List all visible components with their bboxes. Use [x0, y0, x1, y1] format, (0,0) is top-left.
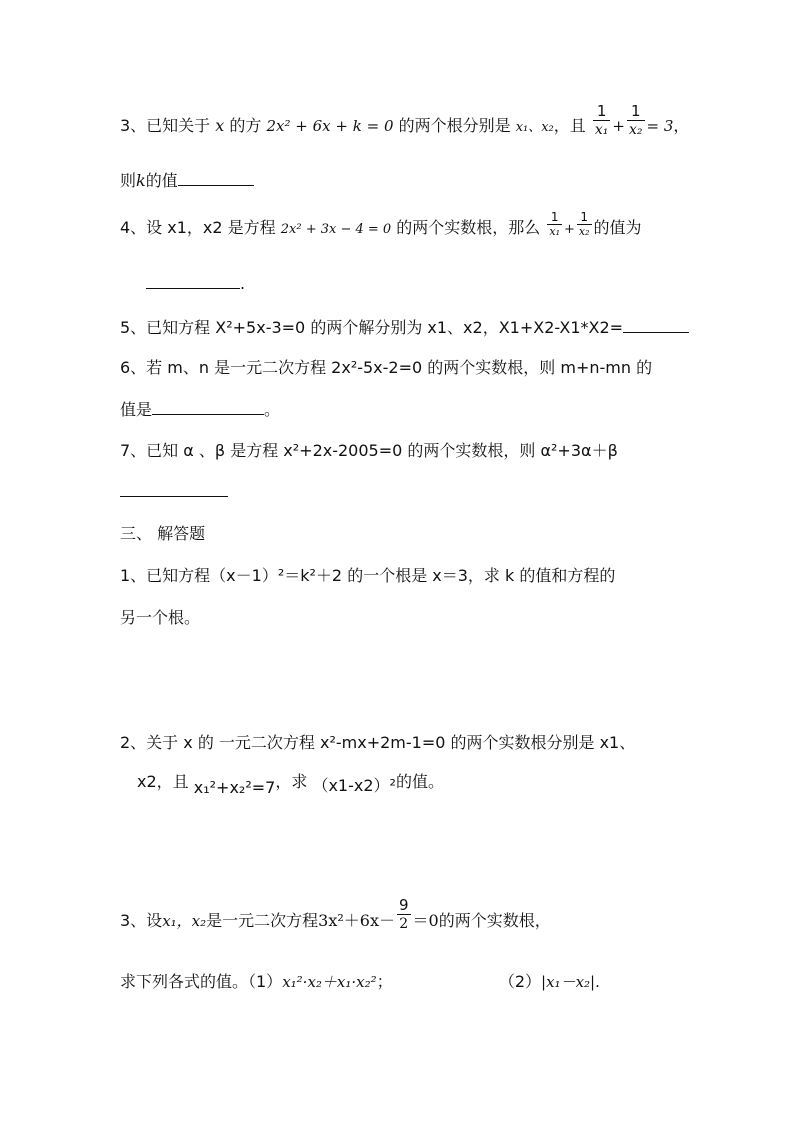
a2-condition: x₁²+x₂²=7 — [193, 778, 276, 797]
a2-expression: （x1-x2）² — [312, 776, 396, 795]
q4-prefix: 4、设 x1，x2 是方程 — [120, 218, 276, 237]
q3-frac2-den: x₂ — [628, 122, 643, 138]
q7-text: 7、已知 α 、β 是方程 x²+2x-2005=0 的两个实数根，则 α²+3α＋β — [120, 441, 618, 460]
a3-eq-right: ＝0 — [412, 911, 439, 930]
q6-line2 — [120, 400, 280, 420]
a2-line2 — [137, 772, 444, 797]
q3-and: ，且 — [553, 116, 586, 135]
q3-line2-prefix: 则 — [120, 171, 137, 190]
a1-line2-text: 另一个根。 — [120, 608, 201, 627]
q3-roots: x₁、x₂ — [515, 120, 554, 135]
q3-line1 — [120, 102, 690, 139]
q6-line1 — [120, 358, 652, 378]
q4-period: . — [240, 274, 246, 293]
q4-fraction-2 — [577, 210, 592, 239]
a3-semicolon: ； — [376, 972, 393, 991]
q5-answer-blank[interactable] — [623, 318, 689, 333]
a3-prefix: 3、设 — [120, 911, 163, 930]
q3-frac1-den: x₁ — [594, 122, 609, 138]
q4-answer-blank[interactable] — [146, 274, 240, 289]
q3-line2-suffix: 的值 — [145, 171, 178, 190]
q3-frac2-num: 1 — [630, 102, 641, 120]
a3-suffix: 的两个实数根， — [438, 911, 551, 930]
a3-line2-prefix: 求下列各式的值。（1） — [120, 972, 283, 991]
q4-line1 — [120, 210, 642, 240]
q3-prefix: 3、已知关于 — [120, 116, 211, 135]
a1-line1 — [120, 566, 615, 586]
q4-plus: + — [564, 222, 575, 237]
a2-line2-a: x2，且 — [137, 772, 189, 791]
q4-fraction-1 — [547, 210, 562, 239]
q4-frac1-num: 1 — [550, 210, 559, 224]
a1-line1-text: 1、已知方程（x－1）²＝k²＋2 的一个根是 x＝3，求 k 的值和方程的 — [120, 566, 616, 585]
q4-frac2-num: 1 — [580, 210, 589, 224]
q3-plus: + — [612, 117, 625, 135]
q3-equation: 2x² + 6x + k = 0 — [266, 117, 394, 135]
q6-answer-blank[interactable] — [152, 400, 264, 415]
q7-line2 — [120, 482, 228, 502]
section3-title: 三、 解答题 — [120, 524, 206, 543]
a3-line2 — [120, 972, 600, 992]
q3-fraction-2 — [627, 102, 645, 139]
q5-text: 5、已知方程 X²+5x-3=0 的两个解分别为 x1、x2，X1+X2-X1*X2= — [120, 318, 624, 337]
q4-line2 — [146, 274, 245, 294]
q3-result: = 3 — [646, 117, 674, 135]
q3-mid: 的方 — [229, 116, 262, 135]
q3-k: k — [136, 171, 146, 190]
q3-var-x: x — [215, 116, 225, 135]
q7-answer-blank[interactable] — [120, 482, 228, 497]
q3-answer-blank[interactable] — [178, 171, 254, 186]
q6-line2-suffix: 。 — [264, 400, 281, 419]
q3-suffix: 的两个根分别是 — [398, 116, 511, 135]
a3-expr2: |x₁－x₂|. — [541, 973, 600, 991]
a3-frac-den: 2 — [397, 914, 411, 933]
q4-suffix: 的两个实数根，那么 — [396, 218, 541, 237]
a3-eq-left: 3x²＋6x－ — [318, 911, 395, 930]
a3-line1 — [120, 896, 551, 933]
q6-line2-prefix: 值是 — [120, 400, 153, 419]
q3-comma: ， — [673, 116, 690, 135]
a3-roots: x₁，x₂ — [162, 912, 207, 930]
q4-frac2-den: x₂ — [578, 225, 590, 238]
q6-line1-text: 6、若 m、n 是一元二次方程 2x²-5x-2=0 的两个实数根，则 m+n-mn 的 — [120, 358, 653, 377]
q4-tail: 的值为 — [593, 218, 642, 237]
q3-line2 — [120, 171, 254, 191]
section-heading — [120, 524, 205, 544]
a2-line1 — [120, 733, 635, 753]
a3-part2: （2） — [498, 972, 542, 991]
a2-line2-e: 的值。 — [395, 772, 444, 791]
q3-frac1-num: 1 — [596, 102, 607, 120]
a3-expr1: x₁²·x₂＋x₁·x₂² — [282, 973, 377, 991]
q7-line — [120, 441, 618, 461]
a3-fraction — [397, 896, 411, 933]
a3-frac-num: 9 — [398, 896, 409, 914]
a1-line2 — [120, 608, 200, 628]
q4-equation: 2x² + 3x − 4 = 0 — [280, 222, 392, 237]
q5-line — [120, 318, 689, 338]
a3-mid: 是一元二次方程 — [206, 911, 319, 930]
q4-frac1-den: x₁ — [549, 225, 561, 238]
q3-fraction-1 — [593, 102, 611, 139]
a2-line1-text: 2、关于 x 的 一元二次方程 x²-mx+2m-1=0 的两个实数根分别是 x1、 — [120, 733, 636, 752]
a2-line2-c: ，求 — [275, 772, 308, 791]
